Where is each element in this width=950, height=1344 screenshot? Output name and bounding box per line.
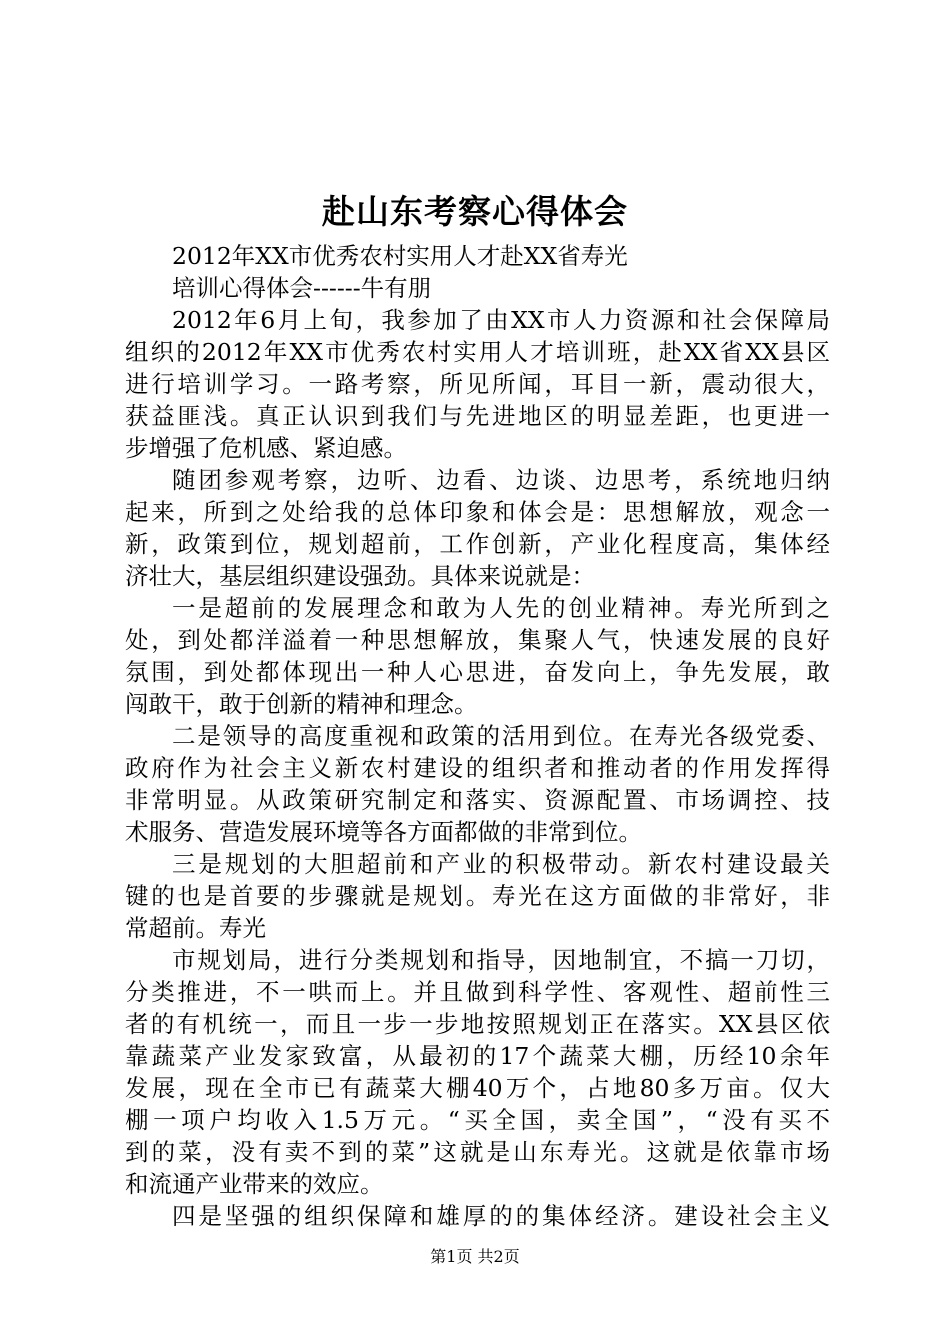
text-line: 培训心得体会------牛有朋 [172,274,432,302]
text-line: 随团参观考察，边听、边看、边谈、边思考，系统地归纳 [172,466,830,494]
text-line: 靠蔬菜产业发家致富，从最初的17个蔬菜大棚，历经10余年 [125,1042,830,1070]
text-line: 和流通产业带来的效应。 [125,1170,384,1198]
text-line: 者的有机统一，而且一步一步地按照规划正在落实。XX县区依 [125,1010,830,1038]
text-line: 济壮大，基层组织建设强劲。具体来说就是： [125,562,595,590]
text-line: 2012年6月上旬，我参加了由XX市人力资源和社会保障局 [172,306,830,334]
text-line: 分类推进，不一哄而上。并且做到科学性、客观性、超前性三 [125,978,830,1006]
text-line: 起来，所到之处给我的总体印象和体会是：思想解放，观念一 [125,498,830,526]
text-line: 四是坚强的组织保障和雄厚的的集体经济。建设社会主义 [172,1202,830,1230]
text-line: 氛围，到处都体现出一种人心思进，奋发向上，争先发展，敢 [125,658,830,686]
text-line: 非常明显。从政策研究制定和落实、资源配置、市场调控、技 [125,786,830,814]
text-line: 新，政策到位，规划超前，工作创新，产业化程度高，集体经 [125,530,830,558]
text-line: 步增强了危机感、紧迫感。 [125,434,407,462]
text-line: 闯敢干，敢于创新的精神和理念。 [125,690,478,718]
text-line: 三是规划的大胆超前和产业的积极带动。新农村建设最关 [172,850,830,878]
text-line: 常超前。寿光 [125,914,266,942]
text-line: 处，到处都洋溢着一种思想解放，集聚人气，快速发展的良好 [125,626,830,654]
text-line: 术服务、营造发展环境等各方面都做的非常到位。 [125,818,642,846]
text-line: 2012年XX市优秀农村实用人才赴XX省寿光 [172,242,628,270]
text-line: 获益匪浅。真正认识到我们与先进地区的明显差距，也更进一 [125,402,830,430]
text-line: 进行培训学习。一路考察，所见所闻，耳目一新，震动很大， [125,370,830,398]
page-title: 赴山东考察心得体会 [322,192,628,231]
text-line: 组织的2012年XX市优秀农村实用人才培训班，赴XX省XX县区 [125,338,830,366]
page-footer: 第1页 共2页 [430,1247,520,1266]
text-line: 二是领导的高度重视和政策的活用到位。在寿光各级党委、 [172,722,830,750]
text-line: 政府作为社会主义新农村建设的组织者和推动者的作用发挥得 [125,754,830,782]
document-body [125,240,830,1232]
text-line: 键的也是首要的步骤就是规划。寿光在这方面做的非常好，非 [125,882,830,910]
text-line: 棚一项户均收入1.5万元。“买全国，卖全国”，“没有买不 [125,1106,830,1134]
text-line: 发展，现在全市已有蔬菜大棚40万个，占地80多万亩。仅大 [125,1074,830,1102]
text-line: 到的菜，没有卖不到的菜”这就是山东寿光。这就是依靠市场 [125,1138,830,1166]
text-line: 一是超前的发展理念和敢为人先的创业精神。寿光所到之 [172,594,830,622]
text-line: 市规划局，进行分类规划和指导，因地制宜，不搞一刀切， [172,946,830,974]
